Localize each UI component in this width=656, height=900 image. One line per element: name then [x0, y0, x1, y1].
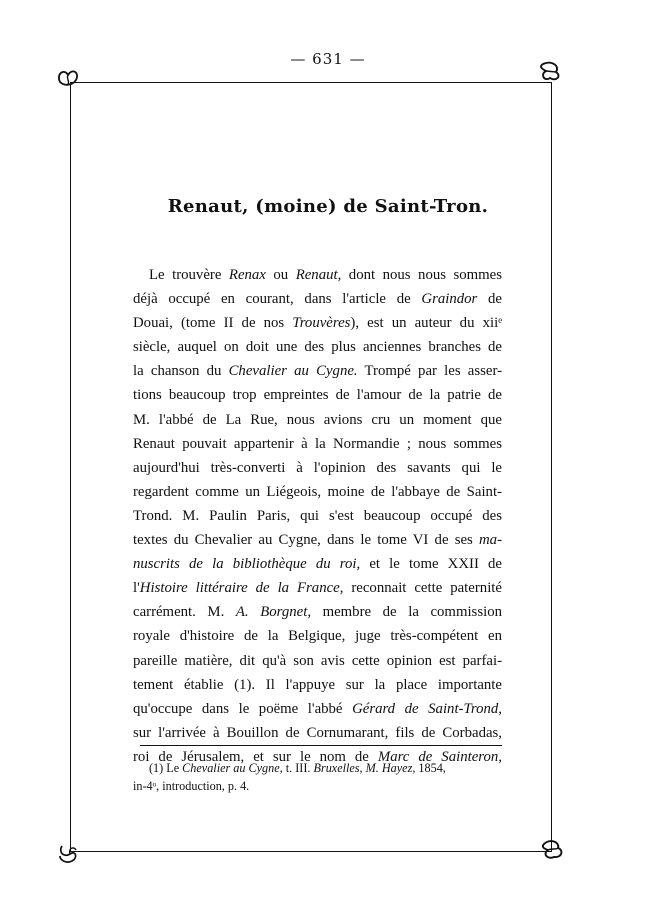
body-line [133, 697, 502, 721]
body-italic-segment: Renax [228, 267, 266, 283]
body-italic-segment: A. Borgnet, [235, 604, 312, 621]
body-italic-segment: Trouvères [292, 315, 351, 332]
body-segment: M. l'abbé de La Rue, nous avions cru un moment que [133, 411, 502, 428]
body-segment: tions beaucoup trop empreintes de l'amour de la patrie de [133, 387, 502, 404]
body-line [133, 576, 502, 600]
body-line [133, 480, 502, 504]
body-line [133, 456, 502, 480]
body-line [133, 649, 502, 673]
body-segment: et le tome XXII de [360, 556, 502, 573]
body-line [133, 408, 502, 432]
body-segment: sur l'arrivée à Bouillon de Cornumarant, fils de Corbadas, [133, 724, 502, 741]
body-line [133, 263, 502, 287]
body-segment: Trond. M. Paulin Paris, qui s'est beaucoup occupé des [133, 507, 502, 524]
body-text [133, 263, 502, 769]
body-segment: membre de la commission [311, 604, 502, 621]
body-line [133, 528, 502, 552]
body-line [133, 721, 502, 745]
body-italic-segment: Chevalier au Cygne. [228, 363, 358, 380]
body-segment: siècle, auquel on doit une des plus anciennes branches de [133, 339, 502, 356]
body-segment: dont nous nous sommes [341, 267, 503, 283]
body-line [133, 335, 502, 359]
body-segment: déjà occupé en courant, dans l'article de [133, 291, 422, 308]
ornament-top-right-icon [538, 60, 564, 82]
body-segment: roi de Jérusalem, et sur le nom de [133, 748, 378, 765]
body-line [133, 432, 502, 456]
body-segment: Renaut pouvait appartenir à la Normandie ; nous sommes [133, 435, 502, 452]
ornament-bottom-left-icon [56, 842, 82, 864]
chapter-title: Renaut, (moine) de Saint-Tron. [167, 196, 489, 217]
footnote-segment: in-4ᵒ, introduction, p. 4. [133, 779, 250, 793]
footnote-segment: 1854, [415, 761, 446, 775]
body-segment: aujourd'hui très-converti à l'opinion des savants qui le [133, 459, 502, 476]
body-segment: Trompé par les asser- [357, 363, 502, 380]
body-segment: Douai, (tome II de nos [133, 315, 293, 332]
body-segment: de [477, 291, 502, 308]
body-segment: tement établie (1). Il l'appuye sur la place importante [133, 676, 502, 693]
body-line [133, 673, 502, 697]
body-segment: royale d'histoire de la Belgique, juge très-compétent en [133, 628, 502, 645]
body-line [133, 504, 502, 528]
body-segment: ou [265, 267, 296, 283]
body-segment: l' [133, 580, 140, 597]
body-italic-segment: nuscrits de la bibliothèque du roi, [133, 556, 361, 573]
footnote-rule [140, 745, 502, 746]
body-segment: pareille matière, dit qu'à son avis cette opinion est parfai- [133, 652, 502, 669]
body-segment: regardent comme un Liégeois, moine de l'abbaye de Saint- [133, 483, 502, 500]
body-italic-segment: Gérard de Saint-Trond, [352, 700, 503, 717]
ornament-bottom-right-icon [540, 838, 566, 860]
footnote-italic-segment: Bruxelles, M. Hayez, [313, 761, 416, 775]
footnote-line [133, 777, 502, 795]
footnote-line [133, 759, 502, 777]
body-line [133, 600, 502, 624]
body-segment: Le trouvère [149, 267, 229, 283]
body-line [133, 311, 502, 335]
footnote-segment: (1) Le [149, 761, 183, 775]
footnote-italic-segment: Chevalier au Cygne, [182, 761, 283, 775]
body-italic-segment: Histoire littéraire de la France, [139, 580, 344, 597]
body-line [133, 383, 502, 407]
body-line [133, 287, 502, 311]
body-italic-segment: ma- [478, 532, 502, 549]
body-segment: la chanson du [133, 363, 229, 380]
footnote-segment: t. III. [282, 761, 314, 775]
body-segment: ), est un auteur du xiiᵉ [350, 315, 502, 332]
body-segment: carrément. M. [133, 604, 236, 621]
body-segment: reconnait cette paternité [343, 580, 502, 597]
body-segment: textes du Chevalier au Cygne, dans le tome VI de ses [133, 532, 479, 549]
ornament-top-left-icon [56, 66, 82, 88]
body-italic-segment: Marc de Sainteron, [377, 748, 503, 765]
body-line [133, 359, 502, 383]
body-line [133, 552, 502, 576]
body-segment: qu'occupe dans le poëme l'abbé [133, 700, 353, 717]
body-italic-segment: Renaut, [295, 267, 342, 283]
body-italic-segment: Graindor [421, 291, 478, 308]
footnote [133, 759, 502, 795]
body-line [133, 624, 502, 648]
page-number: — 631 — [290, 50, 366, 68]
